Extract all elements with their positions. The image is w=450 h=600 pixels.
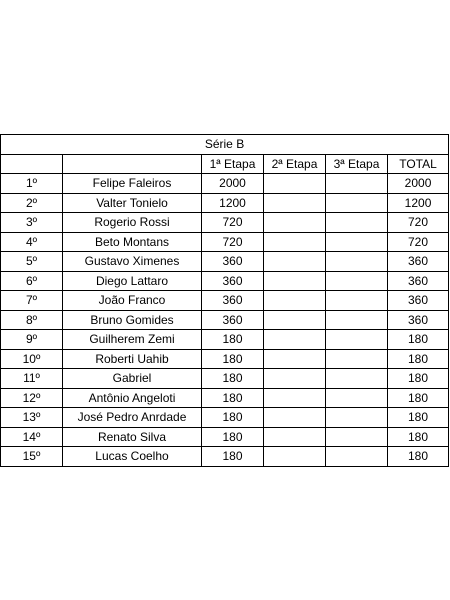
name-cell: Gustavo Ximenes (63, 252, 202, 272)
table-row (1, 388, 449, 408)
stage-1-cell: 1200 (202, 193, 264, 213)
stage-1-cell: 360 (202, 310, 264, 330)
stage-3-cell (326, 427, 388, 447)
header-stage-2: 2ª Etapa (264, 154, 326, 174)
stage-1-cell: 180 (202, 369, 264, 389)
table-row (1, 232, 449, 252)
table-row (1, 330, 449, 350)
stage-3-cell (326, 349, 388, 369)
stage-2-cell (264, 330, 326, 350)
position-cell: 6º (1, 271, 63, 291)
total-cell: 360 (388, 252, 449, 272)
stage-1-cell: 180 (202, 447, 264, 467)
stage-3-cell (326, 447, 388, 467)
name-cell: Beto Montans (63, 232, 202, 252)
stage-3-cell (326, 232, 388, 252)
position-cell: 12º (1, 388, 63, 408)
stage-3-cell (326, 213, 388, 233)
position-cell: 8º (1, 310, 63, 330)
position-cell: 9º (1, 330, 63, 350)
stage-3-cell (326, 291, 388, 311)
total-cell: 180 (388, 447, 449, 467)
stage-1-cell: 360 (202, 252, 264, 272)
stage-2-cell (264, 213, 326, 233)
stage-2-cell (264, 369, 326, 389)
name-cell: Antônio Angeloti (63, 388, 202, 408)
table-row (1, 252, 449, 272)
stage-2-cell (264, 193, 326, 213)
table-row (1, 408, 449, 428)
stage-2-cell (264, 271, 326, 291)
table-row (1, 291, 449, 311)
stage-2-cell (264, 310, 326, 330)
name-cell: Valter Tonielo (63, 193, 202, 213)
stage-2-cell (264, 232, 326, 252)
stage-2-cell (264, 388, 326, 408)
stage-1-cell: 180 (202, 408, 264, 428)
total-cell: 180 (388, 330, 449, 350)
stage-3-cell (326, 252, 388, 272)
name-cell: Lucas Coelho (63, 447, 202, 467)
table-row (1, 310, 449, 330)
position-cell: 1º (1, 174, 63, 194)
stage-3-cell (326, 193, 388, 213)
stage-2-cell (264, 447, 326, 467)
name-cell: Felipe Faleiros (63, 174, 202, 194)
stage-3-cell (326, 271, 388, 291)
table-row (1, 174, 449, 194)
stage-1-cell: 2000 (202, 174, 264, 194)
stage-1-cell: 720 (202, 213, 264, 233)
header-position (1, 154, 63, 174)
header-stage-3: 3ª Etapa (326, 154, 388, 174)
stage-3-cell (326, 310, 388, 330)
total-cell: 180 (388, 369, 449, 389)
name-cell: José Pedro Anrdade (63, 408, 202, 428)
position-cell: 13º (1, 408, 63, 428)
results-table (0, 134, 449, 467)
table-row (1, 213, 449, 233)
name-cell: Bruno Gomides (63, 310, 202, 330)
table-row (1, 349, 449, 369)
name-cell: Rogerio Rossi (63, 213, 202, 233)
position-cell: 5º (1, 252, 63, 272)
table-row (1, 369, 449, 389)
name-cell: Diego Lattaro (63, 271, 202, 291)
total-cell: 180 (388, 388, 449, 408)
table-title: Série B (1, 135, 449, 155)
position-cell: 2º (1, 193, 63, 213)
total-cell: 180 (388, 427, 449, 447)
position-cell: 3º (1, 213, 63, 233)
header-stage-1: 1ª Etapa (202, 154, 264, 174)
stage-1-cell: 180 (202, 330, 264, 350)
stage-3-cell (326, 408, 388, 428)
table-row (1, 193, 449, 213)
total-cell: 2000 (388, 174, 449, 194)
stage-2-cell (264, 408, 326, 428)
stage-3-cell (326, 369, 388, 389)
total-cell: 720 (388, 213, 449, 233)
stage-3-cell (326, 388, 388, 408)
position-cell: 15º (1, 447, 63, 467)
stage-3-cell (326, 330, 388, 350)
table-row (1, 447, 449, 467)
stage-2-cell (264, 349, 326, 369)
position-cell: 14º (1, 427, 63, 447)
name-cell: Guilherem Zemi (63, 330, 202, 350)
total-cell: 180 (388, 349, 449, 369)
total-cell: 1200 (388, 193, 449, 213)
name-cell: Renato Silva (63, 427, 202, 447)
total-cell: 360 (388, 310, 449, 330)
results-sheet (0, 134, 448, 467)
name-cell: Roberti Uahib (63, 349, 202, 369)
table-row (1, 271, 449, 291)
position-cell: 10º (1, 349, 63, 369)
name-cell: João Franco (63, 291, 202, 311)
header-total: TOTAL (388, 154, 449, 174)
stage-1-cell: 180 (202, 349, 264, 369)
stage-2-cell (264, 427, 326, 447)
total-cell: 360 (388, 271, 449, 291)
position-cell: 4º (1, 232, 63, 252)
total-cell: 720 (388, 232, 449, 252)
header-row (1, 154, 449, 174)
table-row (1, 427, 449, 447)
stage-2-cell (264, 252, 326, 272)
stage-1-cell: 180 (202, 388, 264, 408)
name-cell: Gabriel (63, 369, 202, 389)
stage-2-cell (264, 291, 326, 311)
position-cell: 11º (1, 369, 63, 389)
total-cell: 180 (388, 408, 449, 428)
total-cell: 360 (388, 291, 449, 311)
stage-3-cell (326, 174, 388, 194)
stage-1-cell: 720 (202, 232, 264, 252)
title-row (1, 135, 449, 155)
header-name (63, 154, 202, 174)
position-cell: 7º (1, 291, 63, 311)
stage-1-cell: 180 (202, 427, 264, 447)
stage-2-cell (264, 174, 326, 194)
stage-1-cell: 360 (202, 291, 264, 311)
stage-1-cell: 360 (202, 271, 264, 291)
